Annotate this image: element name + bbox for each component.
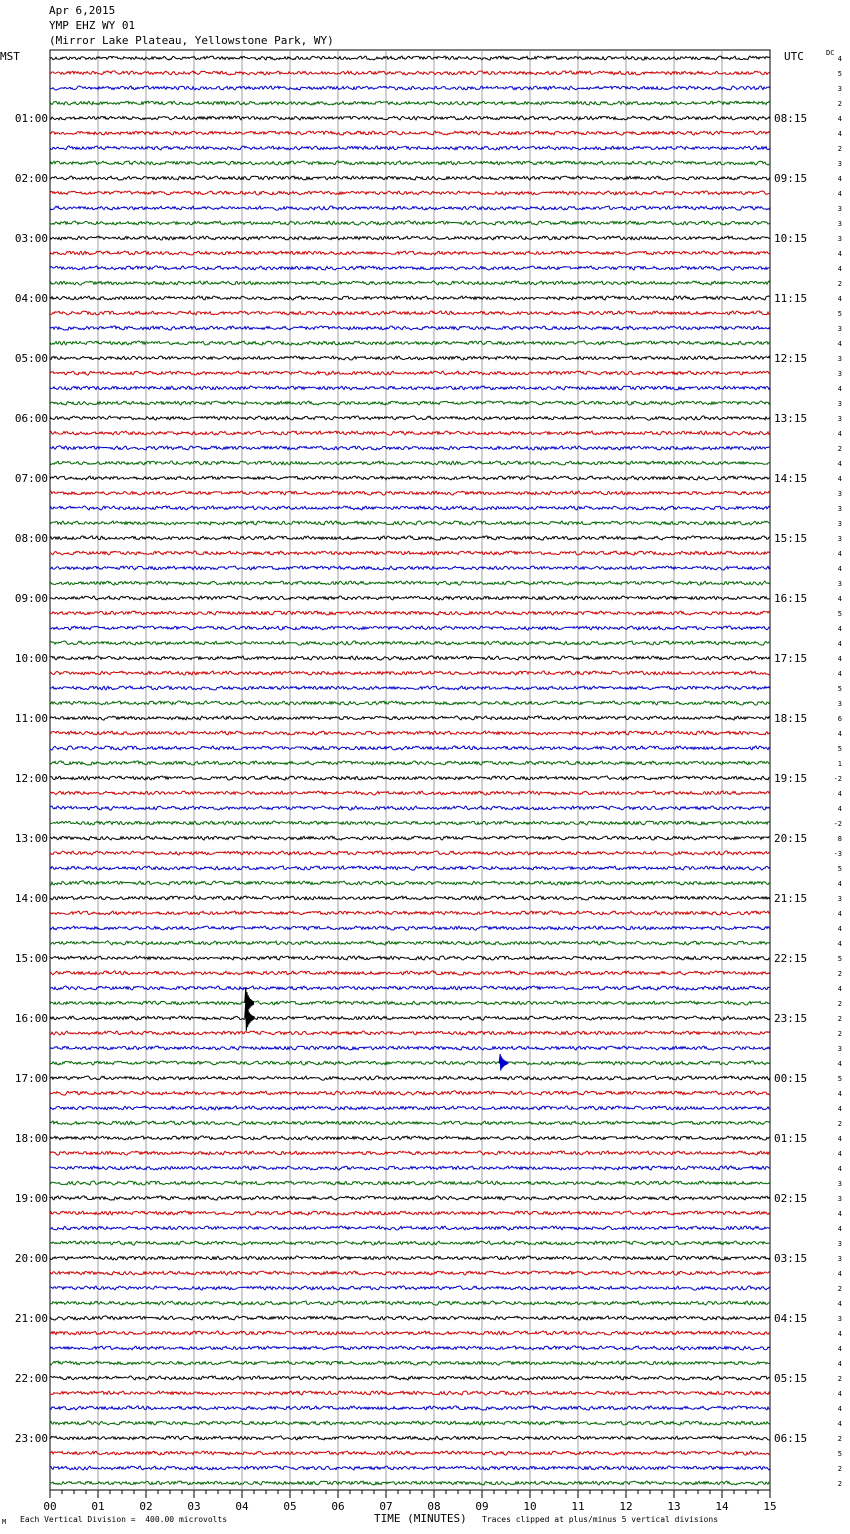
dc-offset-label: 3	[837, 490, 842, 498]
seismic-trace	[50, 71, 770, 75]
right-hour-label: 02:15	[774, 1192, 808, 1205]
dc-offset-label: 3	[837, 580, 842, 588]
x-tick-label: 02	[139, 1500, 153, 1513]
seismic-event-burst	[499, 1054, 508, 1071]
x-tick-label: 04	[235, 1500, 249, 1513]
seismic-trace	[50, 1421, 770, 1425]
station-location: (Mirror Lake Plateau, Yellowstone Park, WY)	[49, 34, 334, 47]
dc-offset-label: -2	[833, 775, 842, 783]
left-hour-label: 15:00	[14, 952, 48, 965]
right-hour-label: 05:15	[774, 1372, 808, 1385]
dc-offset-label: 4	[837, 550, 842, 558]
seismic-trace	[50, 1076, 770, 1080]
dc-offset-label: 2	[837, 280, 842, 288]
dc-offset-label: 4	[837, 940, 842, 948]
right-hour-label: 09:15	[774, 172, 808, 185]
seismic-trace	[50, 1166, 770, 1170]
right-hour-label: 13:15	[774, 412, 808, 425]
seismic-trace	[50, 1196, 770, 1200]
dc-offset-label: 4	[837, 1165, 842, 1173]
x-tick-label: 13	[667, 1500, 681, 1513]
x-tick-label: 06	[331, 1500, 345, 1513]
seismic-trace	[50, 281, 770, 285]
seismic-trace	[50, 1046, 770, 1050]
seismic-trace	[50, 506, 770, 510]
dc-offset-label: 3	[837, 220, 842, 228]
dc-offset-label: 4	[837, 265, 842, 273]
seismic-trace	[50, 986, 770, 990]
right-hour-label: 08:15	[774, 112, 808, 125]
seismic-trace	[50, 1436, 770, 1440]
dc-offset-label: 4	[837, 175, 842, 183]
seismic-trace	[50, 881, 770, 885]
dc-offset-label: 5	[837, 1075, 842, 1083]
x-tick-label: 00	[43, 1500, 57, 1513]
seismic-trace	[50, 1451, 770, 1455]
seismic-trace	[50, 191, 770, 195]
seismic-trace	[50, 701, 770, 705]
left-hour-label: 08:00	[14, 532, 48, 545]
dc-offset-label: 4	[837, 340, 842, 348]
seismic-trace	[50, 161, 770, 165]
seismic-trace	[50, 836, 770, 840]
dc-offset-label: 4	[837, 595, 842, 603]
dc-offset-label: 3	[837, 520, 842, 528]
seismic-trace	[50, 476, 770, 480]
seismic-trace	[50, 86, 770, 90]
seismic-trace	[50, 1271, 770, 1275]
dc-offset-label: 8	[837, 835, 842, 843]
scale-note: Each Vertical Division = 400.00 microvolts	[20, 1515, 228, 1524]
seismic-trace	[50, 581, 770, 585]
seismic-trace	[50, 1376, 770, 1380]
seismic-trace	[50, 1361, 770, 1365]
dc-offset-label: 5	[837, 685, 842, 693]
dc-offset-label: 2	[837, 1000, 842, 1008]
dc-offset-label: 3	[837, 1315, 842, 1323]
dc-offset-label: 4	[837, 1090, 842, 1098]
left-hour-label: 19:00	[14, 1192, 48, 1205]
seismic-trace	[50, 491, 770, 495]
dc-offset-label: 2	[837, 1435, 842, 1443]
seismic-trace	[50, 911, 770, 915]
dc-offset-label: 3	[837, 1045, 842, 1053]
dc-offset-label: -2	[833, 820, 842, 828]
seismic-trace	[50, 1286, 770, 1290]
left-hour-label: 21:00	[14, 1312, 48, 1325]
corner-mark: M	[2, 1518, 7, 1526]
right-hour-label: 10:15	[774, 232, 808, 245]
x-tick-label: 12	[619, 1500, 633, 1513]
seismic-trace	[50, 896, 770, 900]
dc-offset-label: 4	[837, 790, 842, 798]
seismic-trace	[50, 326, 770, 330]
dc-offset-label: -3	[833, 850, 842, 858]
dc-offset-label: 3	[837, 205, 842, 213]
dc-offset-label: 4	[837, 910, 842, 918]
dc-offset-label: 4	[837, 1270, 842, 1278]
seismic-trace	[50, 641, 770, 645]
left-hour-label: 13:00	[14, 832, 48, 845]
dc-offset-label: 4	[837, 670, 842, 678]
seismic-trace	[50, 1226, 770, 1230]
x-tick-label: 15	[763, 1500, 777, 1513]
seismic-trace	[50, 431, 770, 435]
right-hour-label: 04:15	[774, 1312, 808, 1325]
seismic-trace	[50, 956, 770, 960]
right-hour-label: 14:15	[774, 472, 808, 485]
seismic-trace	[50, 101, 770, 105]
dc-offset-label: 4	[837, 1345, 842, 1353]
seismic-trace	[50, 611, 770, 615]
dc-offset-label: 3	[837, 235, 842, 243]
dc-offset-header: DC	[826, 49, 835, 57]
dc-offset-label: 6	[837, 715, 842, 723]
seismic-trace	[50, 1211, 770, 1215]
seismic-trace	[50, 686, 770, 690]
left-hour-label: 10:00	[14, 652, 48, 665]
left-hour-label: 20:00	[14, 1252, 48, 1265]
seismic-trace	[50, 1136, 770, 1140]
right-hour-label: 00:15	[774, 1072, 808, 1085]
dc-offset-label: 2	[837, 145, 842, 153]
clip-note: Traces clipped at plus/minus 5 vertical divisions	[482, 1515, 719, 1524]
seismic-trace	[50, 791, 770, 795]
seismic-trace	[50, 1331, 770, 1335]
seismic-trace	[50, 866, 770, 870]
left-hour-label: 04:00	[14, 292, 48, 305]
seismic-trace	[50, 566, 770, 570]
right-hour-label: 01:15	[774, 1132, 808, 1145]
right-hour-label: 23:15	[774, 1012, 808, 1025]
seismic-trace	[50, 56, 770, 60]
seismic-trace	[50, 731, 770, 735]
dc-offset-label: 5	[837, 955, 842, 963]
x-tick-label: 10	[523, 1500, 537, 1513]
seismic-trace	[50, 1091, 770, 1095]
dc-offset-label: 2	[837, 970, 842, 978]
seismic-trace	[50, 296, 770, 300]
dc-offset-label: 5	[837, 310, 842, 318]
seismic-trace	[50, 116, 770, 120]
dc-offset-label: 4	[837, 1420, 842, 1428]
seismic-trace	[50, 446, 770, 450]
dc-offset-label: 4	[837, 130, 842, 138]
dc-offset-label: 4	[837, 1135, 842, 1143]
dc-offset-label: 2	[837, 1030, 842, 1038]
seismic-trace	[50, 1106, 770, 1110]
seismic-trace	[50, 1316, 770, 1320]
dc-offset-label: 4	[837, 655, 842, 663]
seismic-trace	[50, 1001, 770, 1005]
x-tick-label: 01	[91, 1500, 105, 1513]
seismic-trace	[50, 716, 770, 720]
dc-offset-label: 2	[837, 445, 842, 453]
seismic-trace	[50, 311, 770, 315]
seismic-trace	[50, 176, 770, 180]
dc-offset-label: 5	[837, 745, 842, 753]
right-hour-label: 22:15	[774, 952, 808, 965]
seismic-trace	[50, 251, 770, 255]
x-axis-title: TIME (MINUTES)	[374, 1512, 467, 1525]
dc-offset-label: 4	[837, 1060, 842, 1068]
left-hour-label: 11:00	[14, 712, 48, 725]
seismic-trace	[50, 386, 770, 390]
dc-offset-label: 4	[837, 985, 842, 993]
seismic-trace	[50, 551, 770, 555]
left-hour-label: 05:00	[14, 352, 48, 365]
dc-offset-label: 4	[837, 1330, 842, 1338]
seismic-trace	[50, 356, 770, 360]
right-hour-label: 19:15	[774, 772, 808, 785]
dc-offset-label: 5	[837, 610, 842, 618]
x-tick-label: 11	[571, 1500, 585, 1513]
dc-offset-label: 1	[837, 760, 842, 768]
dc-offset-label: 4	[837, 1390, 842, 1398]
dc-offset-label: 4	[837, 925, 842, 933]
left-hour-label: 01:00	[14, 112, 48, 125]
seismic-trace	[50, 1241, 770, 1245]
right-hour-label: 18:15	[774, 712, 808, 725]
dc-offset-label: 4	[837, 1210, 842, 1218]
dc-offset-label: 2	[837, 1465, 842, 1473]
seismic-trace	[50, 416, 770, 420]
dc-offset-label: 3	[837, 415, 842, 423]
dc-offset-label: 4	[837, 805, 842, 813]
right-hour-label: 21:15	[774, 892, 808, 905]
dc-offset-label: 3	[837, 370, 842, 378]
dc-offset-label: 4	[837, 1360, 842, 1368]
right-hour-label: 16:15	[774, 592, 808, 605]
dc-offset-label: 4	[837, 475, 842, 483]
dc-offset-label: 4	[837, 190, 842, 198]
seismic-trace	[50, 341, 770, 345]
dc-offset-label: 2	[837, 1375, 842, 1383]
dc-offset-label: 3	[837, 85, 842, 93]
dc-offset-label: 3	[837, 355, 842, 363]
dc-offset-label: 3	[837, 505, 842, 513]
dc-offset-label: 4	[837, 1150, 842, 1158]
seismic-trace	[50, 1031, 770, 1035]
dc-offset-label: 2	[837, 1120, 842, 1128]
dc-offset-label: 3	[837, 1180, 842, 1188]
left-hour-label: 06:00	[14, 412, 48, 425]
x-tick-label: 05	[283, 1500, 297, 1513]
seismic-trace	[50, 671, 770, 675]
seismic-trace	[50, 1406, 770, 1410]
dc-offset-label: 3	[837, 535, 842, 543]
x-tick-label: 08	[427, 1500, 441, 1513]
right-hour-label: 12:15	[774, 352, 808, 365]
seismic-trace	[50, 401, 770, 405]
dc-offset-label: 4	[837, 115, 842, 123]
seismic-trace	[50, 821, 770, 825]
dc-offset-label: 4	[837, 460, 842, 468]
dc-offset-label: 2	[837, 1480, 842, 1488]
dc-offset-label: 4	[837, 1225, 842, 1233]
x-tick-label: 14	[715, 1500, 729, 1513]
left-hour-label: 22:00	[14, 1372, 48, 1385]
seismic-trace	[50, 221, 770, 225]
left-hour-label: 14:00	[14, 892, 48, 905]
dc-offset-label: 4	[837, 430, 842, 438]
seismic-trace	[50, 1121, 770, 1125]
seismic-trace	[50, 656, 770, 660]
seismic-trace	[50, 371, 770, 375]
dc-offset-label: 2	[837, 100, 842, 108]
dc-offset-label: 4	[837, 880, 842, 888]
seismic-trace	[50, 461, 770, 465]
seismic-trace	[50, 1301, 770, 1305]
dc-offset-label: 4	[837, 625, 842, 633]
station-code: YMP EHZ WY 01	[49, 19, 136, 32]
left-hour-label: 03:00	[14, 232, 48, 245]
seismic-trace	[50, 941, 770, 945]
seismic-trace	[50, 971, 770, 975]
left-hour-label: 07:00	[14, 472, 48, 485]
dc-offset-label: 4	[837, 55, 842, 63]
dc-offset-label: 3	[837, 1240, 842, 1248]
left-hour-label: 18:00	[14, 1132, 48, 1145]
dc-offset-label: 5	[837, 70, 842, 78]
dc-offset-label: 4	[837, 640, 842, 648]
left-hour-label: 17:00	[14, 1072, 48, 1085]
seismic-trace	[50, 596, 770, 600]
dc-offset-label: 3	[837, 700, 842, 708]
seismic-trace	[50, 236, 770, 240]
seismic-trace	[50, 1016, 770, 1020]
seismic-trace	[50, 626, 770, 630]
left-timezone-label: MST	[0, 50, 20, 63]
dc-offset-label: 4	[837, 1105, 842, 1113]
seismic-trace	[50, 926, 770, 930]
dc-offset-label: 3	[837, 1195, 842, 1203]
seismic-trace	[50, 1346, 770, 1350]
seismic-trace	[50, 1391, 770, 1395]
left-hour-label: 16:00	[14, 1012, 48, 1025]
seismic-trace	[50, 806, 770, 810]
dc-offset-label: 3	[837, 895, 842, 903]
left-hour-label: 12:00	[14, 772, 48, 785]
left-hour-label: 23:00	[14, 1432, 48, 1445]
dc-offset-label: 4	[837, 565, 842, 573]
right-timezone-label: UTC	[784, 50, 804, 63]
right-hour-label: 15:15	[774, 532, 808, 545]
right-hour-label: 06:15	[774, 1432, 808, 1445]
seismic-trace	[50, 536, 770, 540]
right-hour-label: 11:15	[774, 292, 808, 305]
dc-offset-label: 3	[837, 1255, 842, 1263]
right-hour-label: 17:15	[774, 652, 808, 665]
seismic-trace	[50, 1466, 770, 1470]
seismic-trace	[50, 266, 770, 270]
right-hour-label: 03:15	[774, 1252, 808, 1265]
x-tick-label: 09	[475, 1500, 489, 1513]
right-hour-label: 20:15	[774, 832, 808, 845]
x-tick-label: 03	[187, 1500, 201, 1513]
dc-offset-label: 2	[837, 1285, 842, 1293]
seismic-trace	[50, 1181, 770, 1185]
dc-offset-label: 5	[837, 1450, 842, 1458]
plot-date: Apr 6,2015	[49, 4, 116, 17]
dc-offset-label: 3	[837, 160, 842, 168]
left-hour-label: 09:00	[14, 592, 48, 605]
left-hour-label: 02:00	[14, 172, 48, 185]
dc-offset-label: 4	[837, 295, 842, 303]
dc-offset-label: 3	[837, 400, 842, 408]
dc-offset-label: 2	[837, 1015, 842, 1023]
dc-offset-label: 3	[837, 325, 842, 333]
dc-offset-label: 4	[837, 250, 842, 258]
dc-offset-label: 4	[837, 1405, 842, 1413]
dc-offset-label: 5	[837, 865, 842, 873]
x-tick-label: 07	[379, 1500, 393, 1513]
seismic-trace	[50, 1061, 770, 1065]
seismic-trace	[50, 761, 770, 765]
seismic-trace	[50, 1256, 770, 1260]
dc-offset-label: 4	[837, 730, 842, 738]
seismic-trace	[50, 206, 770, 210]
seismic-trace	[50, 521, 770, 525]
seismic-trace	[50, 1151, 770, 1155]
dc-offset-label: 4	[837, 385, 842, 393]
seismic-trace	[50, 746, 770, 750]
dc-offset-label: 4	[837, 1300, 842, 1308]
seismic-trace	[50, 776, 770, 780]
seismic-trace	[50, 851, 770, 855]
seismic-trace	[50, 1481, 770, 1485]
seismic-trace	[50, 146, 770, 150]
seismic-trace	[50, 131, 770, 135]
